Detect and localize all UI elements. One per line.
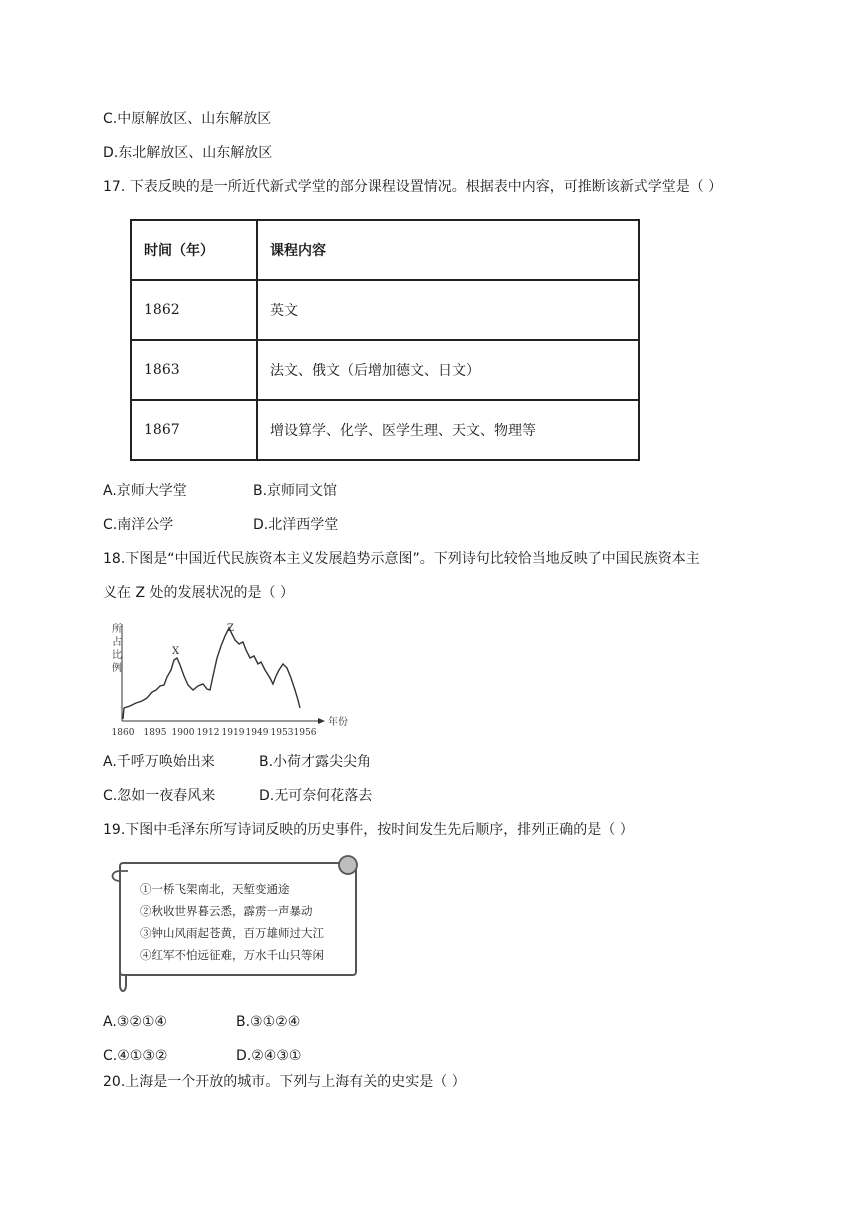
chart-ylabel-char: 所: [112, 624, 122, 635]
table-header-course: 课程内容: [257, 220, 639, 280]
table-cell-year: 1863: [131, 340, 257, 400]
table-cell-year: 1867: [131, 400, 257, 460]
q17-option-a: A.京师大学堂: [103, 483, 187, 499]
chart-x-tick-label: 1949: [245, 728, 269, 738]
q17-option-b: B.京师同文馆: [253, 483, 338, 499]
chart-x-tick-label: 1919: [221, 728, 245, 738]
chart-x-arrow: [318, 718, 325, 724]
q16-option-d: D.东北解放区、山东解放区: [103, 145, 273, 161]
table-header-row: [131, 220, 639, 280]
chart-xlabel: 年份: [328, 717, 348, 728]
table-row: [131, 340, 639, 400]
chart-x-ticks: [112, 728, 317, 738]
q20-stem: 20.上海是一个开放的城市。下列与上海有关的史实是（ ）: [103, 1074, 466, 1090]
scroll-line-1: ①一桥飞架南北，天堑变通途: [140, 882, 290, 896]
table-header-year: 时间（年）: [131, 220, 257, 280]
q18-option-c: C.忽如一夜春风来: [103, 788, 216, 804]
chart-x-tick-label: 1895: [143, 728, 167, 738]
scroll-line-2: ②秋收世界暮云悉，霹雳一声暴动: [140, 904, 313, 918]
chart-peak-label-x: X: [172, 646, 180, 657]
q17-option-c: C.南洋公学: [103, 517, 174, 533]
scroll-top-roll: [339, 856, 357, 874]
q18-option-a: A.千呼万唤始出来: [103, 754, 215, 770]
chart-peak-label-z: Z: [227, 623, 234, 634]
chart-ylabel-char: 占: [112, 637, 122, 648]
q19-option-d: D.②④③①: [236, 1048, 302, 1064]
chart-x-tick-label: 1860: [111, 728, 135, 738]
chart-x-tick-label: 1956: [293, 728, 317, 738]
chart-trend-line: [123, 628, 300, 719]
chart-x-tick-label: 1912: [196, 728, 220, 738]
capitalism-trend-chart: [100, 618, 370, 740]
table-cell-course: 增设算学、化学、医学生理、天文、物理等: [257, 400, 639, 460]
q18-stem-line1: 18.下图是“中国近代民族资本主义发展趋势示意图”。下列诗句比较恰当地反映了中国民族资本主: [103, 551, 700, 567]
q18-stem-line2: 义在 Z 处的发展状况的是（ ）: [103, 585, 294, 601]
q17-option-d: D.北洋西学堂: [253, 517, 339, 533]
q19-option-a: A.③②①④: [103, 1014, 167, 1030]
chart-x-tick-label: 1900: [171, 728, 195, 738]
poem-scroll-image: [110, 853, 362, 996]
table-cell-course: 法文、俄文（后增加德文、日文）: [257, 340, 639, 400]
table-cell-year: 1862: [131, 280, 257, 340]
chart-x-tick-label: 1953: [270, 728, 294, 738]
table-cell-course: 英文: [257, 280, 639, 340]
course-table: [130, 219, 640, 461]
q17-stem: 17. 下表反映的是一所近代新式学堂的部分课程设置情况。根据表中内容，可推断该新式学堂是（ ）: [103, 179, 723, 195]
scroll-line-3: ③钟山风雨起苍黄，百万雄师过大江: [140, 926, 324, 940]
table-row: [131, 280, 639, 340]
q19-option-b: B.③①②④: [236, 1014, 301, 1030]
q19-option-c: C.④①③②: [103, 1048, 168, 1064]
chart-ylabel-char: 例: [112, 663, 122, 674]
q18-option-b: B.小荷才露尖尖角: [259, 754, 372, 770]
table-row: [131, 400, 639, 460]
q18-option-d: D.无可奈何花落去: [259, 788, 373, 804]
q16-option-c: C.中原解放区、山东解放区: [103, 111, 272, 127]
chart-ylabel-char: 比: [112, 650, 122, 661]
scroll-line-4: ④红军不怕远征难，万水千山只等闲: [140, 948, 324, 962]
q19-stem: 19.下图中毛泽东所写诗词反映的历史事件，按时间发生先后顺序，排列正确的是（ ）: [103, 822, 634, 838]
